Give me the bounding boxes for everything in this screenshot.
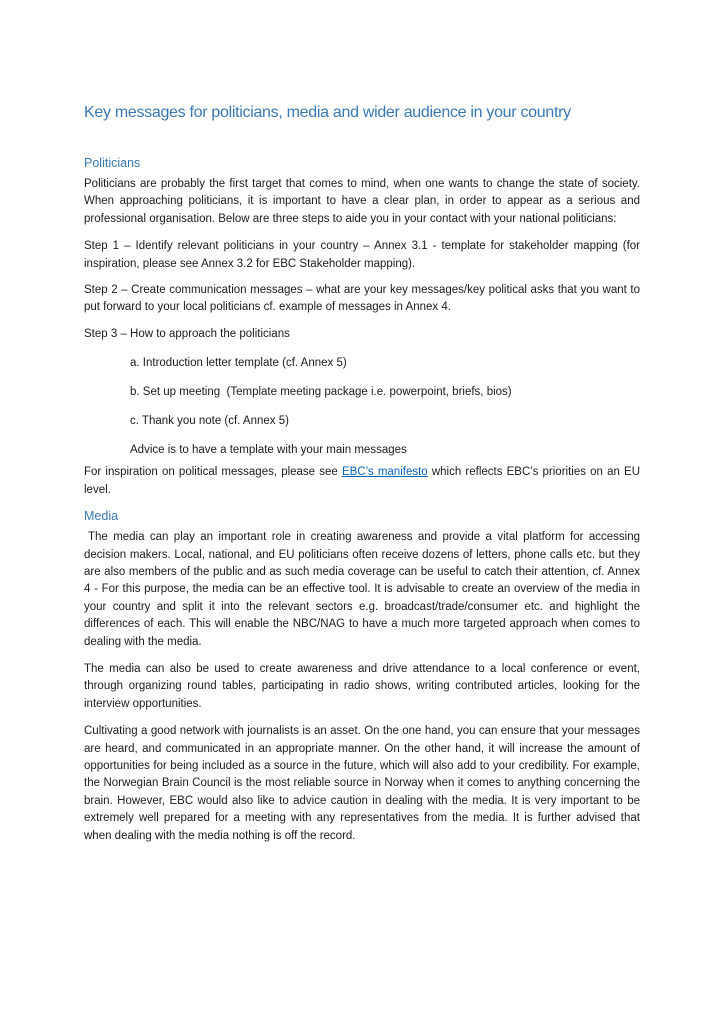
step-2-paragraph: Step 2 – Create communication messages – what are your key messages/key political asks that you want to put forward to your local politicians cf. example of messages in Annex 4. [84, 284, 640, 314]
politicians-intro-paragraph: Politicians are probably the first target that comes to mind, when one wants to change the state of society. When approaching politicians, it is important to have a clear plan, in order to appear as a serious and professional organisation. Below are three steps to aide you in your contact with your national politicians: [84, 178, 640, 225]
media-paragraph-3: Cultivating a good network with journalists is an asset. On the one hand, you can ensure that your messages are heard, and communicated in an appropriate manner. On the other hand, it will increase the amount of opportunities for being included as a source in the future, which will also add to your credibility. For example, the Norwegian Brain Council is the most reliable source in Norway when it comes to anything concerning the brain. However, EBC would also like to advice caution in dealing with the media. It is very important to be extremely well prepared for a meeting with any representatives from the media. It is further advised that when dealing with the media nothing is off the record. [84, 725, 640, 842]
step-1-paragraph: Step 1 – Identify relevant politicians in your country – Annex 3.1 - template for stakeholder mapping (for inspiration, please see Annex 3.2 for EBC Stakeholder mapping). [84, 240, 640, 270]
media-paragraph-1: The media can play an important role in creating awareness and provide a vital platform for accessing decision makers. Local, national, and EU politicians often receive dozens of letters, phone calls etc. but they are also members of the public and as such media coverage can be useful to catch their attention, cf. Annex 4 - For this purpose, the media can be an effective tool. It is advisable to create an overview of the media in your country and split it into the relevant sectors e.g. broadcast/trade/consumer etc. and highlight the differences of each. This will enable the NBC/NAG to have a much more targeted approach when comes to dealing with the media. [84, 531, 640, 648]
ebc-manifesto-link[interactable]: EBC’s manifesto [341, 466, 428, 479]
politicians-heading: Politicians [84, 156, 141, 170]
step-3-item-c: c. Thank you note (cf. Annex 5) [130, 415, 289, 428]
media-heading: Media [84, 509, 119, 524]
inspiration-text-before: For inspiration on political messages, please see [84, 466, 342, 479]
inspiration-paragraph [84, 464, 640, 499]
step-3-item-b: b. Set up meeting (Template meeting package i.e. powerpoint, briefs, bios) [130, 386, 512, 399]
inspiration-text-after: which reflects EBC’s priorities on an EU level. [84, 466, 641, 496]
media-paragraph-2: The media can also be used to create awareness and drive attendance to a local conference or event, through organizing round tables, participating in radio shows, writing contributed articles, looking for the interview opportunities. [84, 663, 640, 710]
document-title: Key messages for politicians, media and wider audience in your country [84, 104, 571, 121]
step-3-paragraph: Step 3 – How to approach the politicians [84, 327, 290, 340]
step-3-advice-note: Advice is to have a template with your main messages [130, 443, 407, 456]
step-3-item-a: a. Introduction letter template (cf. Annex 5) [130, 357, 347, 370]
